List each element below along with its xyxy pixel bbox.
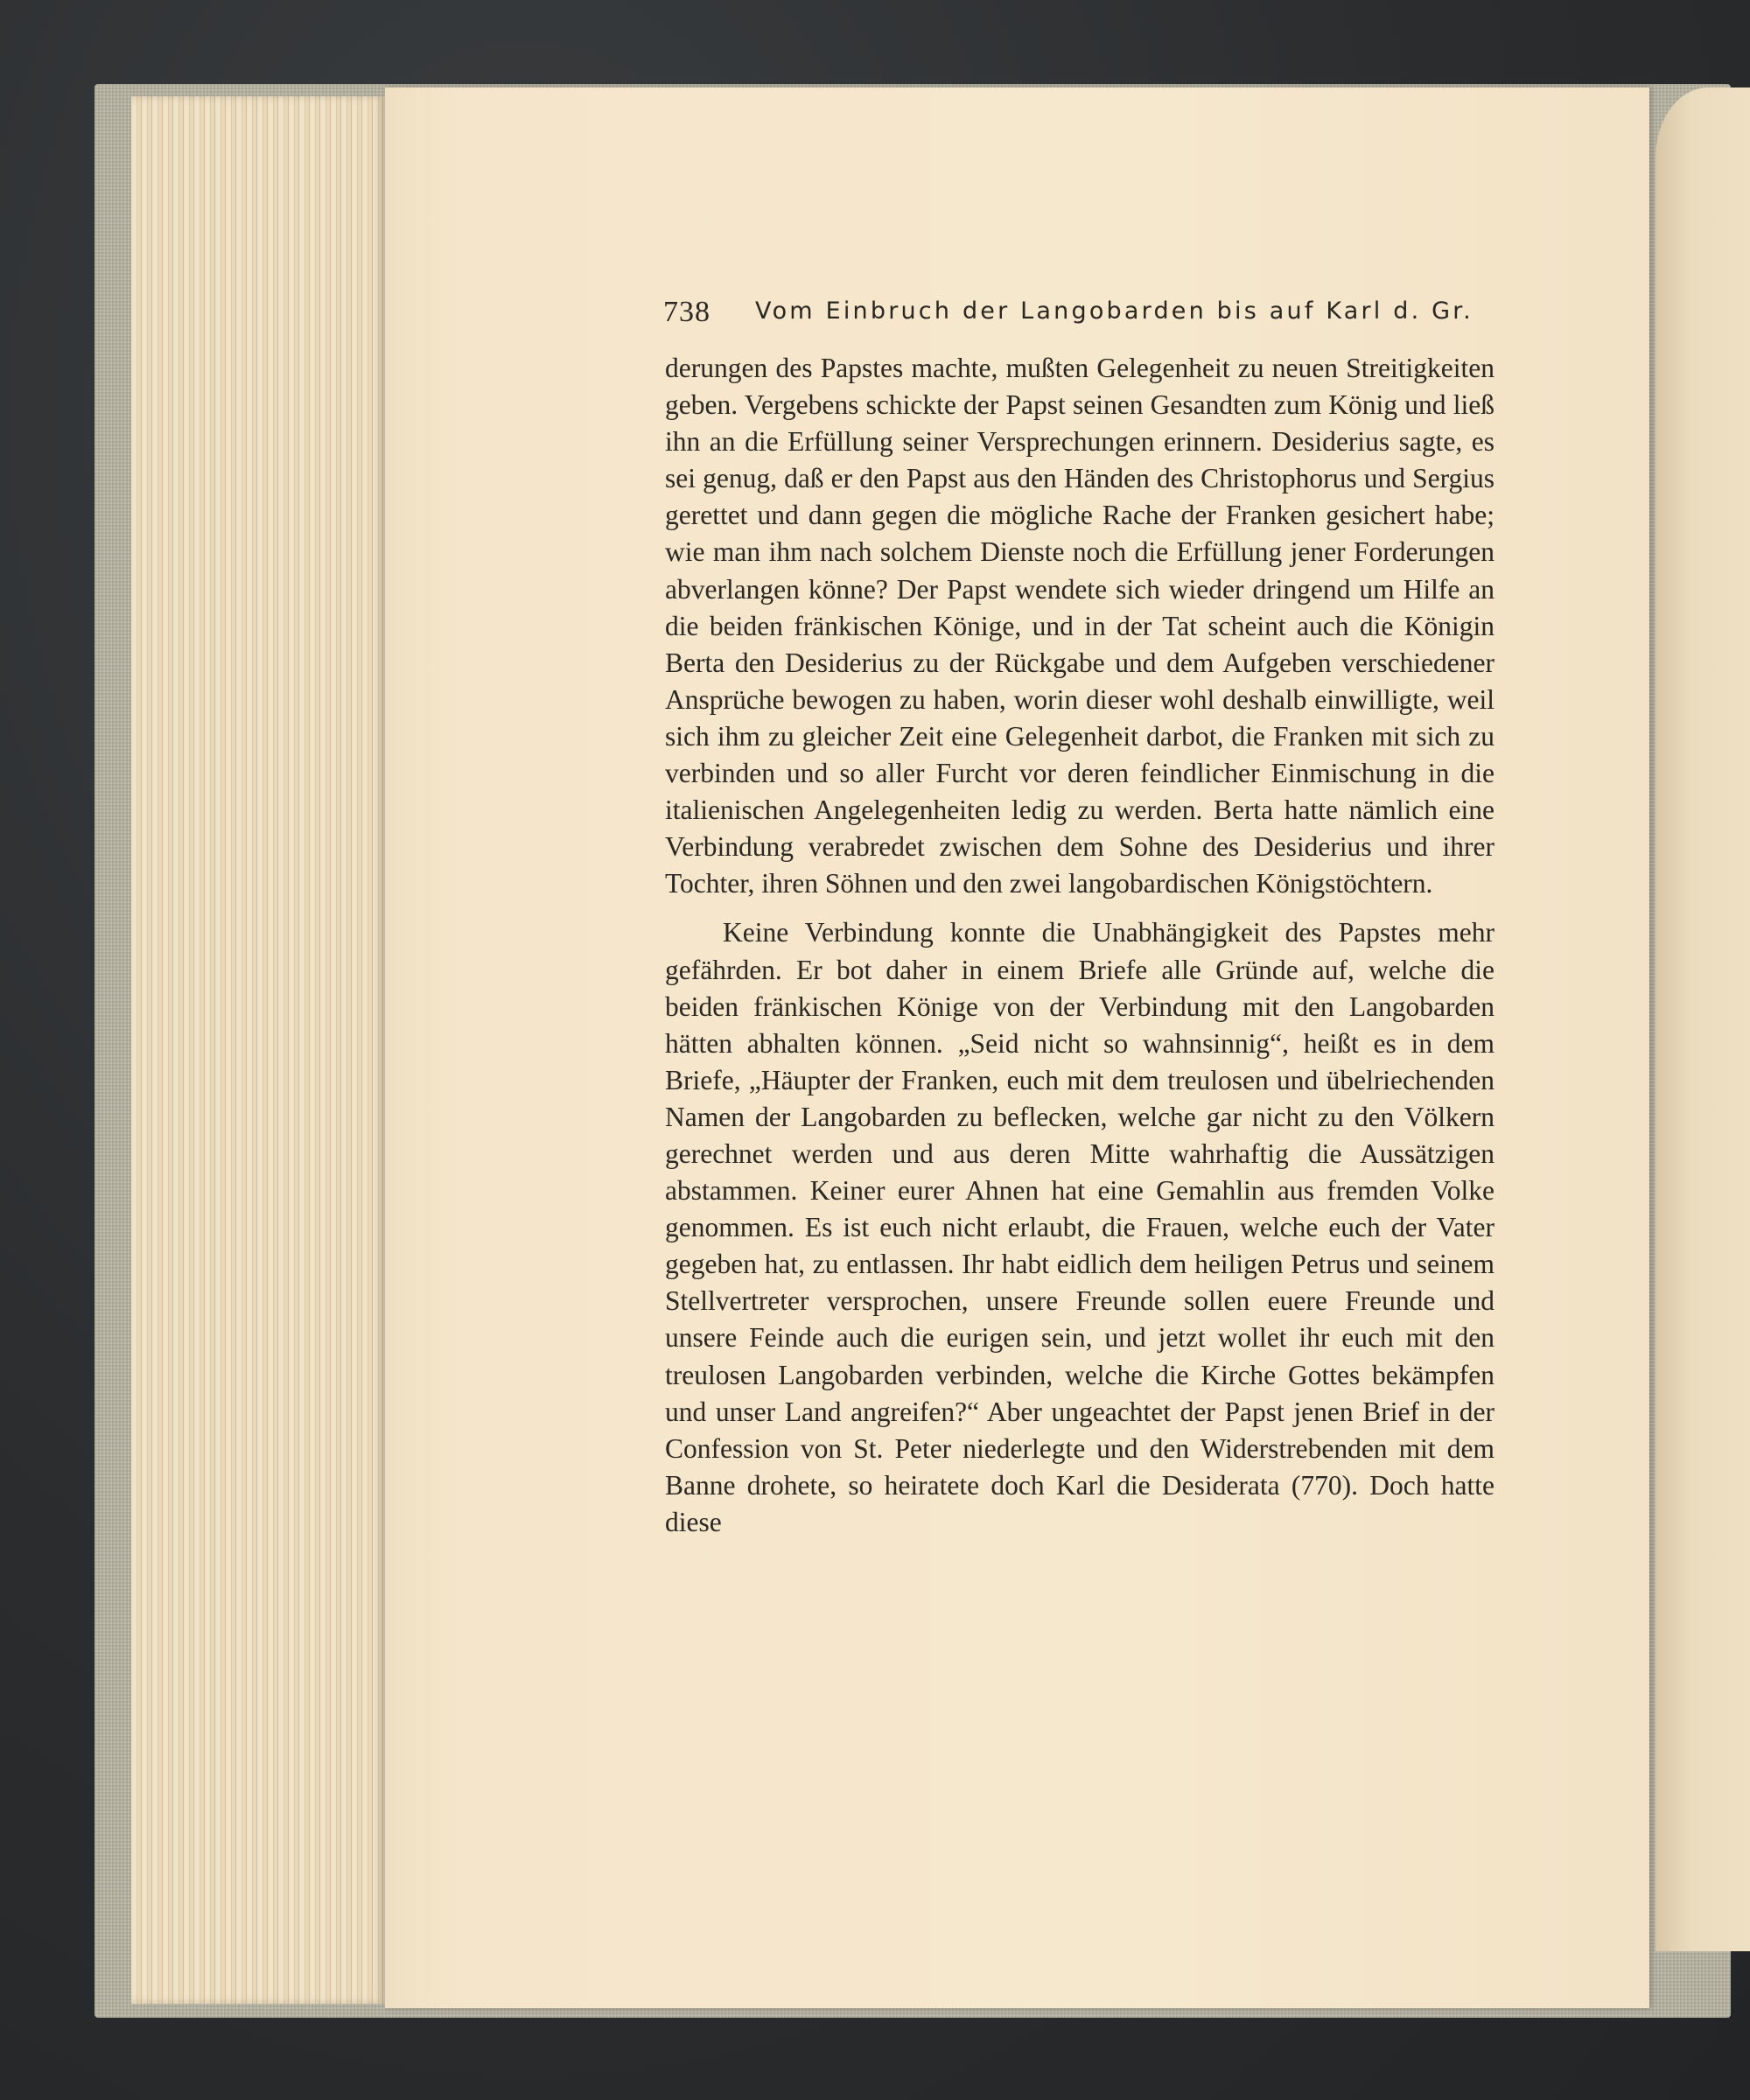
running-header xyxy=(663,296,1503,338)
page-edges xyxy=(131,96,385,2004)
page-number: 738 xyxy=(663,296,710,328)
paragraph-1: derungen des Papstes machte, mußten Gelegenheit zu neuen Streitigkeiten geben. Vergebens schickte der Papst seinen Gesandten zum König und ließ ihn an die Erfüllung seiner Versprechungen erinnern. Desiderius sagte, es sei genug, daß er den Papst aus den Händen des Christophorus und Sergius gerettet und dann gegen die mögliche Rache der Franken gesichert habe; wie man ihm nach solchem Dienste noch die Erfüllung jener Forderungen abverlangen könne? Der Papst wendete sich wieder dringend um Hilfe an die beiden fränkischen Könige, und in der Tat scheint auch die Königin Berta den Desiderius zu der Rückgabe und dem Aufgeben verschiedener Ansprüche bewogen zu haben, worin dieser wohl deshalb einwilligte, weil sich ihm zu gleicher Zeit eine Gelegenheit darbot, die Franken mit sich zu verbinden und so aller Furcht vor deren feindlicher Einmischung in die italienischen Angelegenheiten ledig zu werden. Berta hatte nämlich eine Verbindung verabredet zwischen dem Sohne des Desiderius und ihrer Tochter, ihren Söhnen und den zwei langobardischen Königstöchtern. xyxy=(665,353,1494,900)
paragraph-2: Keine Verbindung konnte die Unabhängigkeit des Papstes mehr gefährden. Er bot daher in einem Briefe alle Gründe auf, welche die beiden fränkischen Könige von der Verbindung mit den Langobarden hätten abhalten können. „Seid nicht so wahnsinnig“, heißt es in dem Briefe, „Häupter der Franken, euch mit dem treulosen und übelriechenden Namen der Langobarden zu beflecken, welche gar nicht zu den Völkern gerechnet werden und aus deren Mitte wahrhaftig die Aussätzigen abstammen. Keiner eurer Ahnen hat eine Gemahlin aus fremden Volke genommen. Es ist euch nicht erlaubt, die Frauen, welche euch der Vater gegeben hat, zu entlassen. Ihr habt eidlich dem heiligen Petrus und seinem Stellvertreter versprochen, unsere Freunde sollen euere Freunde und unsere Feinde auch die eurigen sein, und jetzt wollet ihr euch mit den treulosen Langobarden verbinden, welche die Kirche Gottes bekämpfen und unser Land angreifen?“ Aber ungeachtet der Papst jenen Brief in der Confession von St. Peter niederlegte und den Widerstrebenden mit dem Banne drohete, so heiratete doch Karl die Desiderata (770). Doch hatte diese xyxy=(665,917,1494,1537)
chapter-title: Vom Einbruch der Langobarden bis auf Karl d. Gr. xyxy=(755,298,1474,325)
facing-page-edge xyxy=(1656,88,1750,1951)
body-text xyxy=(665,350,1494,1541)
